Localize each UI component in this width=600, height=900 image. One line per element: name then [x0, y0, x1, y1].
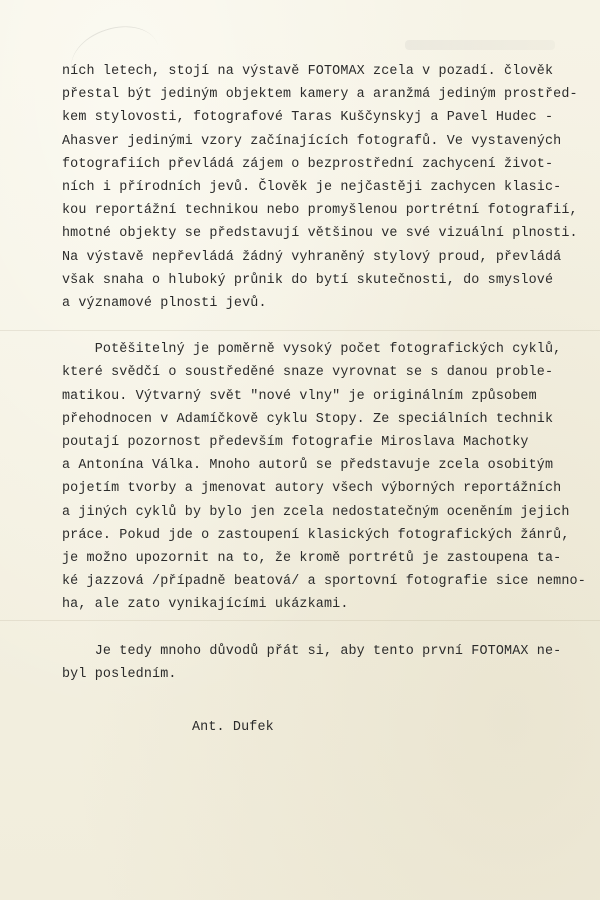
paragraph-gap [62, 315, 582, 338]
text-line: které svědčí o soustředěné snaze vyrovnat se s danou proble- [62, 365, 554, 381]
text-line: a jiných cyklů by bylo jen zcela nedostatečným oceněním jejich [62, 504, 570, 520]
text-line: hmotné objekty se představují většinou ve své vizuální plnosti. [62, 226, 578, 242]
paragraph-1 [62, 60, 582, 315]
text-line: matikou. Výtvarný svět "nové vlny" je originálním způsobem [62, 388, 537, 404]
text-line: byl posledním. [62, 666, 177, 682]
text-line: pojetím tvorby a jmenovat autory všech výborných reportážních [62, 481, 562, 497]
body-text [62, 60, 586, 686]
text-line: přestal být jediným objektem kamery a aranžmá jediným prostřed- [62, 87, 578, 103]
text-line: ních letech, stojí na výstavě FOTOMAX zcela v pozadí. člověk [62, 64, 554, 79]
text-line: kem stylovosti, fotografové Taras Kuščynskyj a Pavel Hudec - [62, 110, 554, 126]
paragraph-3 [62, 640, 582, 686]
text-line: kou reportážní technikou nebo promyšlenou portrétní fotografií, [62, 203, 578, 219]
paragraph-2 [62, 338, 586, 616]
text-line: Potěšitelný je poměrně vysoký počet fotografických cyklů, [62, 342, 562, 358]
text-line: a Antonína Válka. Mnoho autorů se představuje zcela osobitým [62, 458, 554, 474]
faint-bleedthrough [405, 40, 555, 50]
text-line: však snaha o hluboký průnik do bytí skutečnosti, do smyslové [62, 272, 554, 288]
paragraph-gap [62, 617, 582, 640]
text-line: ké jazzová /případně beatová/ a sportovní fotografie sice nemno- [62, 574, 586, 590]
text-line: Ahasver jedinými vzory začínajících fotografů. Ve vystavených [62, 133, 562, 149]
text-line: poutají pozornost především fotografie Miroslava Machotky [62, 435, 529, 450]
text-line: a významové plnosti jevů. [62, 295, 267, 311]
text-line: přehodnocen v Adamíčkově cyklu Stopy. Ze speciálních technik [62, 411, 554, 427]
text-line: ních i přírodních jevů. Člověk je nejčastěji zachycen klasic- [62, 179, 562, 195]
text-line: ha, ale zato vynikajícími ukázkami. [62, 597, 349, 613]
author-signature: Ant. Dufek [192, 720, 274, 735]
text-line: fotografiích převládá zájem o bezprostřední zachycení život- [62, 156, 554, 172]
text-line: je možno upozornit na to, že kromě portrétů je zastoupena ta- [62, 550, 562, 566]
text-line: Je tedy mnoho důvodů přát si, aby tento první FOTOMAX ne- [62, 643, 562, 659]
text-line: práce. Pokud jde o zastoupení klasických fotografických žánrů, [62, 527, 570, 543]
text-line: Na výstavě nepřevládá žádný vyhraněný stylový proud, převládá [62, 249, 562, 265]
